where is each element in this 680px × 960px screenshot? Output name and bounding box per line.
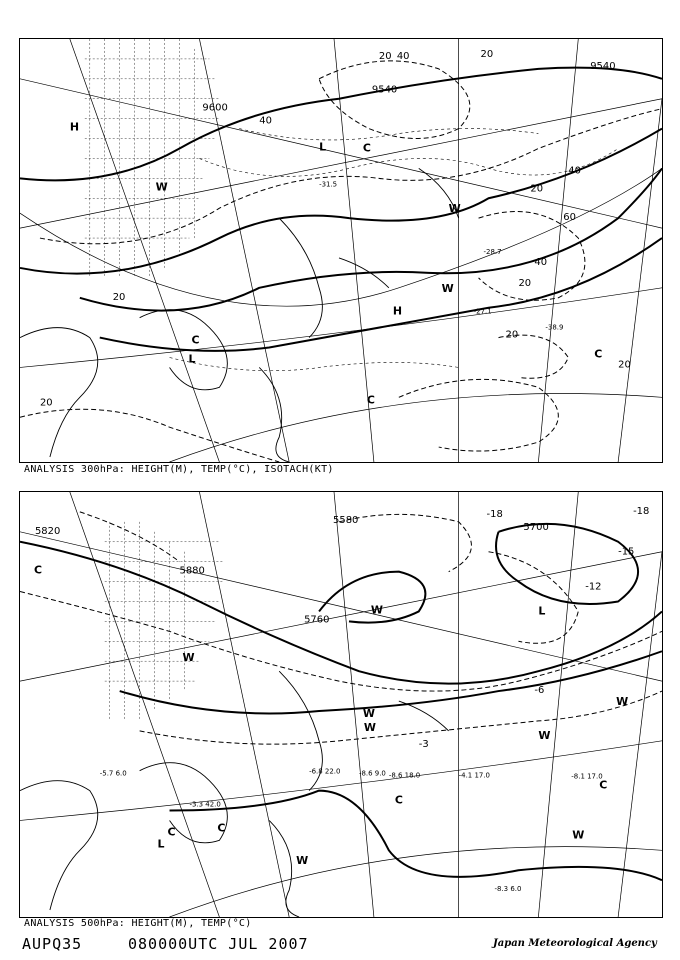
pressure-symbol: W bbox=[370, 603, 383, 617]
agency-name: Japan Meteorological Agency bbox=[493, 938, 657, 949]
pressure-symbol: C bbox=[599, 778, 608, 792]
pressure-symbol: C bbox=[191, 333, 200, 347]
station-value: -8.1 17.0 bbox=[571, 772, 603, 781]
isotach-label: 20 bbox=[618, 359, 631, 371]
pressure-symbol: C bbox=[217, 821, 226, 835]
isotach-label: 40 bbox=[568, 165, 581, 177]
height-label: 5760 bbox=[304, 614, 330, 626]
isotach-labels-300 bbox=[40, 49, 631, 408]
coastlines-500 bbox=[20, 671, 449, 917]
hatch-region-300 bbox=[85, 39, 220, 278]
pressure-symbol: H bbox=[69, 120, 80, 134]
pressure-symbol: W bbox=[448, 202, 461, 216]
graticule-300 bbox=[20, 39, 662, 462]
temp-label: -3 bbox=[418, 738, 429, 750]
valid-time: 080000UTC JUL 2007 bbox=[128, 935, 309, 953]
height-label: 5580 bbox=[333, 514, 359, 526]
isotach-label: 40 bbox=[534, 256, 548, 268]
analysis-300hpa-map bbox=[19, 38, 663, 463]
isotach-label: 20 bbox=[518, 277, 532, 289]
pressure-symbol: C bbox=[594, 347, 603, 361]
isotach-label: 20 bbox=[39, 397, 53, 409]
pressure-symbol: W bbox=[362, 706, 376, 720]
pressure-symbols-500 bbox=[34, 564, 628, 868]
temp-sample: -38.9 bbox=[545, 323, 564, 332]
pressure-symbol: C bbox=[394, 793, 403, 807]
isotach-label: 20 bbox=[112, 291, 126, 303]
isotach-label: 40 bbox=[396, 50, 410, 62]
height-labels-500 bbox=[35, 515, 549, 626]
height-contours-500 bbox=[20, 521, 662, 880]
temp-label: -12 bbox=[585, 581, 602, 593]
height-label: 5700 bbox=[523, 521, 549, 533]
pressure-symbol: L bbox=[538, 604, 546, 618]
analysis-500hpa-map bbox=[19, 491, 663, 918]
caption-300hpa: ANALYSIS 300hPa: HEIGHT(M), TEMP(°C), ISOTACH(KT) bbox=[24, 464, 334, 475]
temp-label: -15 bbox=[618, 546, 635, 558]
pressure-symbol: C bbox=[167, 825, 176, 839]
station-value: -5.7 6.0 bbox=[99, 769, 127, 778]
pressure-symbol: L bbox=[157, 837, 165, 851]
isotach-label: 20 bbox=[480, 48, 494, 60]
pressure-symbol: W bbox=[616, 695, 629, 708]
pressure-symbol: W bbox=[182, 651, 195, 665]
isotach-label: 20 bbox=[505, 329, 519, 341]
pressure-symbol: C bbox=[366, 393, 375, 407]
station-value: -3.3 42.0 bbox=[189, 800, 221, 809]
graticule-500 bbox=[20, 492, 662, 917]
pressure-symbol: W bbox=[155, 180, 168, 194]
isotachs-300 bbox=[20, 61, 662, 462]
height-label: 9540 bbox=[590, 60, 616, 72]
temp-samples-300 bbox=[319, 180, 563, 331]
pressure-symbol: H bbox=[392, 304, 403, 318]
station-value: -6.8 22.0 bbox=[309, 767, 341, 776]
temp-labels-500 bbox=[419, 506, 650, 750]
temp-label: -6 bbox=[534, 685, 545, 697]
isotherms-300 bbox=[170, 129, 619, 371]
height-label: 9600 bbox=[202, 102, 228, 114]
pressure-symbol: W bbox=[572, 828, 585, 842]
map-300hpa-canvas bbox=[20, 39, 662, 462]
pressure-symbol: W bbox=[296, 854, 309, 868]
pressure-symbol: W bbox=[538, 728, 551, 742]
isotach-label: 60 bbox=[563, 212, 576, 224]
station-value: -8.6 18.0 bbox=[388, 771, 421, 780]
caption-500hpa: ANALYSIS 500hPa: HEIGHT(M), TEMP(°C) bbox=[24, 918, 252, 929]
isotach-label: 40 bbox=[259, 115, 272, 127]
height-label: 9540 bbox=[371, 84, 398, 96]
isotach-label: 20 bbox=[378, 50, 392, 62]
temp-sample: -28.7 bbox=[483, 247, 502, 256]
height-label: 5880 bbox=[179, 565, 205, 577]
temp-sample: -27.1 bbox=[473, 307, 492, 316]
pressure-symbol: C bbox=[362, 141, 371, 155]
pressure-symbol: L bbox=[319, 140, 327, 154]
temp-label: -18 bbox=[486, 508, 503, 520]
temp-label: -18 bbox=[633, 505, 650, 517]
pressure-symbol: C bbox=[33, 563, 42, 577]
station-value: -4.1 17.0 bbox=[458, 771, 491, 780]
height-label: 5820 bbox=[34, 525, 61, 537]
map-500hpa-canvas bbox=[20, 492, 662, 917]
bulletin-id: AUPQ35 bbox=[22, 935, 83, 953]
temp-sample: -31.5 bbox=[319, 180, 338, 189]
pressure-symbol: W bbox=[363, 720, 377, 734]
station-value: -8.6 9.0 bbox=[358, 769, 386, 778]
pressure-symbol: W bbox=[441, 281, 454, 295]
station-value: -8.3 6.0 bbox=[494, 885, 522, 894]
pressure-symbol: L bbox=[188, 352, 196, 366]
isotach-label: 20 bbox=[530, 183, 544, 195]
